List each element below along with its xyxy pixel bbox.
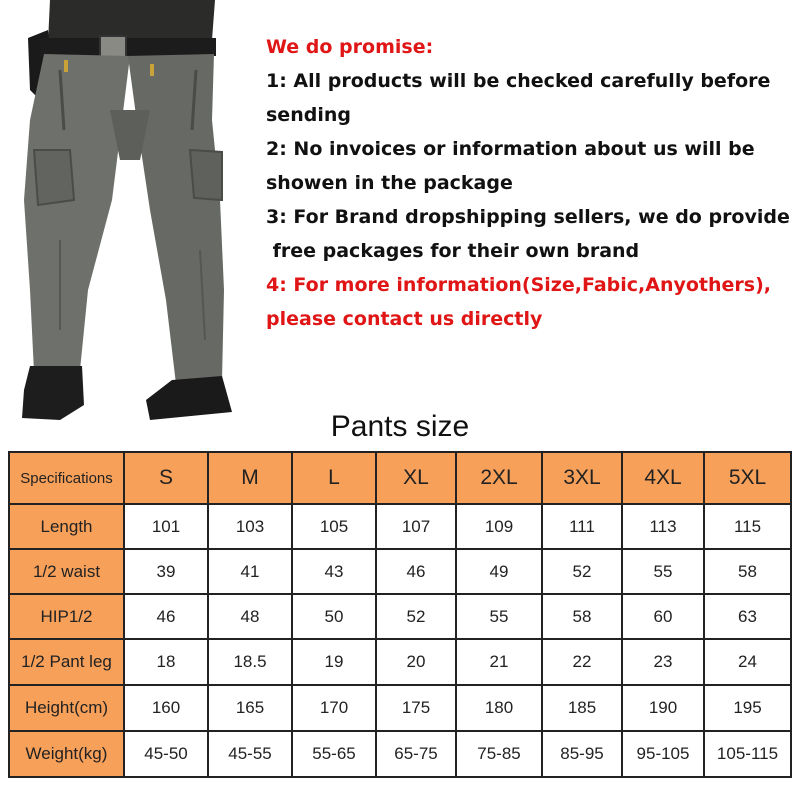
header-cell: XL: [376, 452, 456, 504]
promise-line-1b: sending: [266, 104, 351, 126]
shirt-bottom: [48, 0, 215, 42]
table-row: [9, 594, 791, 639]
table-cell: 45-50: [124, 731, 208, 777]
table-cell: 190: [622, 685, 704, 731]
table-cell: 55: [456, 594, 542, 639]
table-row: [9, 685, 791, 731]
table-cell: 58: [542, 594, 622, 639]
row-label: Height(cm): [9, 685, 124, 731]
header-cell: S: [124, 452, 208, 504]
table-cell: 19: [292, 639, 376, 685]
table-cell: 105-115: [704, 731, 791, 777]
table-row: [9, 549, 791, 594]
promise-line-4b: please contact us directly: [266, 308, 543, 330]
table-cell: 65-75: [376, 731, 456, 777]
table-cell: 50: [292, 594, 376, 639]
header-cell: L: [292, 452, 376, 504]
promise-heading: We do promise:: [266, 36, 434, 58]
promise-block: [266, 30, 800, 336]
row-label: Length: [9, 504, 124, 549]
header-cell: 5XL: [704, 452, 791, 504]
row-label: 1/2 waist: [9, 549, 124, 594]
table-cell: 170: [292, 685, 376, 731]
table-cell: 101: [124, 504, 208, 549]
table-cell: 175: [376, 685, 456, 731]
table-cell: 52: [376, 594, 456, 639]
promise-line-4a: 4: For more information(Size,Fabic,Anyothers),: [266, 274, 771, 296]
promise-line-3a: 3: For Brand dropshipping sellers, we do provide: [266, 206, 790, 228]
table-cell: 165: [208, 685, 292, 731]
promise-line-1a: 1: All products will be checked carefully before: [266, 70, 771, 92]
cargo-pocket-right: [190, 150, 222, 200]
table-header-row: [9, 452, 791, 504]
promise-line-3b: free packages for their own brand: [266, 240, 640, 262]
belt-buckle: [100, 36, 126, 58]
table-cell: 20: [376, 639, 456, 685]
table-cell: 39: [124, 549, 208, 594]
table-cell: 21: [456, 639, 542, 685]
table-cell: 185: [542, 685, 622, 731]
table-row: [9, 731, 791, 777]
cargo-pocket-left: [34, 150, 74, 205]
tactical-pants-illustration: [0, 0, 260, 420]
row-label: Weight(kg): [9, 731, 124, 777]
table-cell: 160: [124, 685, 208, 731]
pants-left-leg: [24, 54, 130, 372]
promise-line-2b: showen in the package: [266, 172, 513, 194]
table-cell: 24: [704, 639, 791, 685]
row-label: HIP1/2: [9, 594, 124, 639]
row-label: 1/2 Pant leg: [9, 639, 124, 685]
header-cell: 4XL: [622, 452, 704, 504]
header-cell: Specifications: [9, 452, 124, 504]
table-cell: 18.5: [208, 639, 292, 685]
table-cell: 23: [622, 639, 704, 685]
table-cell: 48: [208, 594, 292, 639]
table-cell: 107: [376, 504, 456, 549]
table-cell: 85-95: [542, 731, 622, 777]
table-cell: 46: [124, 594, 208, 639]
table-cell: 95-105: [622, 731, 704, 777]
table-cell: 195: [704, 685, 791, 731]
header-cell: 3XL: [542, 452, 622, 504]
table-cell: 113: [622, 504, 704, 549]
table-cell: 58: [704, 549, 791, 594]
table-cell: 60: [622, 594, 704, 639]
table-cell: 18: [124, 639, 208, 685]
product-image: [0, 0, 260, 420]
table-cell: 63: [704, 594, 791, 639]
table-cell: 180: [456, 685, 542, 731]
table-row: [9, 639, 791, 685]
size-table: [8, 451, 792, 778]
table-cell: 75-85: [456, 731, 542, 777]
table-cell: 45-55: [208, 731, 292, 777]
promise-line-2a: 2: No invoices or information about us will be: [266, 138, 755, 160]
table-cell: 49: [456, 549, 542, 594]
table-cell: 55: [622, 549, 704, 594]
header-cell: M: [208, 452, 292, 504]
table-cell: 105: [292, 504, 376, 549]
table-cell: 103: [208, 504, 292, 549]
table-cell: 41: [208, 549, 292, 594]
table-cell: 22: [542, 639, 622, 685]
table-cell: 111: [542, 504, 622, 549]
size-chart-title: Pants size: [330, 410, 470, 443]
pants-right-leg: [128, 54, 224, 384]
table-cell: 43: [292, 549, 376, 594]
table-cell: 115: [704, 504, 791, 549]
table-cell: 109: [456, 504, 542, 549]
header-cell: 2XL: [456, 452, 542, 504]
belt: [40, 38, 216, 56]
table-row: [9, 504, 791, 549]
table-cell: 46: [376, 549, 456, 594]
table-cell: 52: [542, 549, 622, 594]
table-cell: 55-65: [292, 731, 376, 777]
